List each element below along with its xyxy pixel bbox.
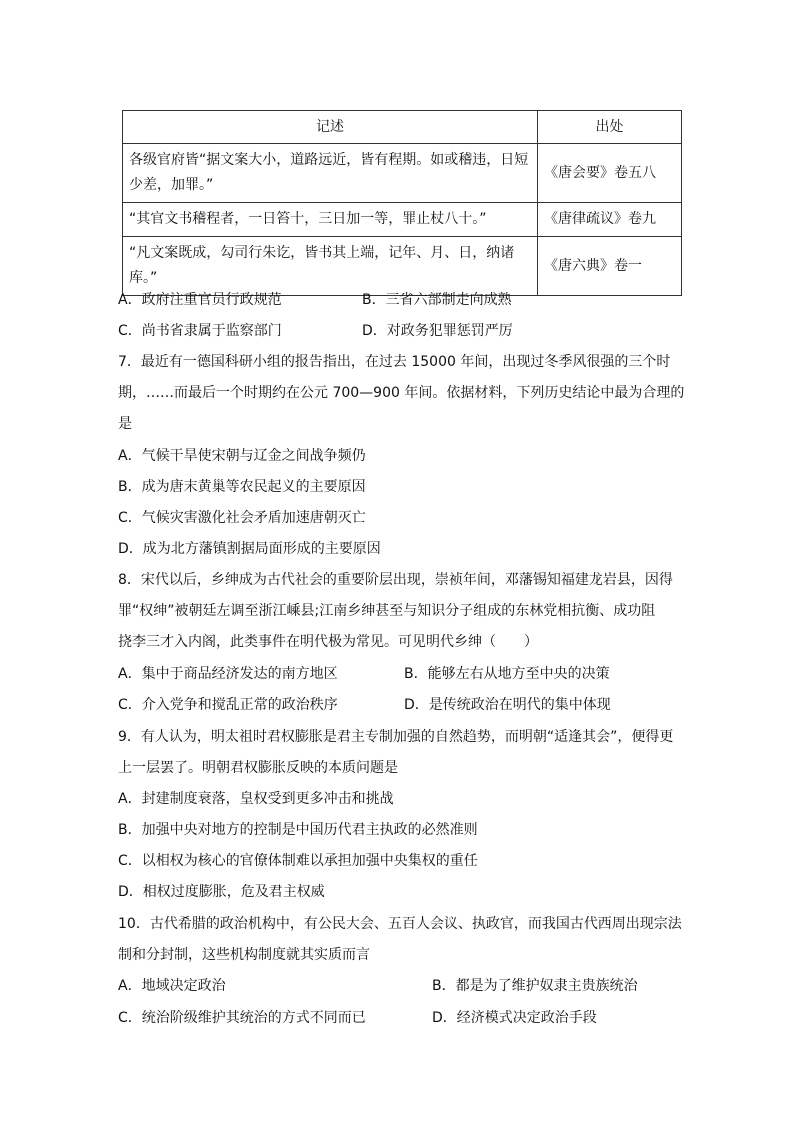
q8-option-b: B．能够左右从地方至中央的决策: [404, 666, 610, 682]
q10-option-b: B．都是为了维护奴隶主贵族统治: [432, 978, 638, 994]
q7-option-b: B．成为唐末黄巢等农民起义的主要原因: [118, 479, 366, 495]
header-record: 记述: [123, 111, 538, 144]
q7-stem-line: 是: [118, 416, 132, 432]
q9-option-b: B．加强中央对地方的控制是中国历代君主执政的必然准则: [118, 822, 478, 838]
q9-stem-line: 上一层罢了。明朝君权膨胀反映的本质问题是: [118, 760, 398, 776]
q8-stem-line: 8．宋代以后，乡绅成为古代社会的重要阶层出现，崇祯年间，邓藩锡知福建龙岩县，因得: [118, 572, 673, 588]
q8-stem-line: 挠李三才入内阁，此类事件在明代极为常见。可见明代乡绅（ ）: [118, 634, 538, 650]
q8-option-c: C．介入党争和搅乱正常的政治秩序: [118, 697, 338, 713]
record-cell: “凡文案既成，勾司行朱讫，皆书其上端，记年、月、日，纳诸库。”: [123, 237, 538, 296]
record-cell: 各级官府皆“据文案大小，道路远近，皆有程期。如或稽违，日短少差，加罪。”: [123, 144, 538, 203]
table-row: [123, 144, 682, 203]
table-row: [123, 237, 682, 296]
source-table: [122, 110, 682, 296]
q6-option-b: B．三省六部制走向成熟: [362, 292, 512, 308]
q6-option-c: C．尚书省隶属于监察部门: [118, 323, 282, 339]
record-cell: “其官文书稽程者，一日笞十，三日加一等，罪止杖八十。”: [123, 203, 538, 237]
source-cell: 《唐六典》卷一: [538, 237, 682, 296]
q10-stem-line: 制和分封制，这些机构制度就其实质而言: [118, 947, 370, 963]
source-cell: 《唐律疏议》卷九: [538, 203, 682, 237]
q8-option-a: A．集中于商品经济发达的南方地区: [118, 666, 338, 682]
header-source: 出处: [538, 111, 682, 144]
q9-option-c: C．以相权为核心的官僚体制难以承担加强中央集权的重任: [118, 853, 478, 869]
q7-stem-line: 期，……而最后一个时期约在公元 700—900 年间。依据材料，下列历史结论中最为合理的: [118, 385, 685, 401]
q7-option-c: C．气候灾害激化社会矛盾加速唐朝灭亡: [118, 510, 366, 526]
q9-option-a: A．封建制度衰落，皇权受到更多冲击和挑战: [118, 791, 394, 807]
q8-stem-line: 罪“权绅”被朝廷左调至浙江嵊县;江南乡绅甚至与知识分子组成的东林党相抗衡、成功阻: [118, 603, 656, 619]
q10-stem-line: 10．古代希腊的政治机构中，有公民大会、五百人会议、执政官，而我国古代西周出现宗法: [118, 916, 682, 932]
q8-option-d: D．是传统政治在明代的集中体现: [404, 697, 611, 713]
q10-option-c: C．统治阶级维护其统治的方式不同而已: [118, 1010, 366, 1026]
q9-option-d: D．相权过度膨胀，危及君主权威: [118, 884, 325, 900]
source-cell: 《唐会要》卷五八: [538, 144, 682, 203]
table-row: [123, 203, 682, 237]
q6-option-a: A．政府注重官员行政规范: [118, 292, 282, 308]
q7-stem-line: 7．最近有一德国科研小组的报告指出，在过去 15000 年间，出现过冬季风很强的三个时: [118, 354, 671, 370]
q7-option-d: D．成为北方藩镇割据局面形成的主要原因: [118, 541, 381, 557]
q10-option-a: A．地域决定政治: [118, 978, 226, 994]
q10-option-d: D．经济模式决定政治手段: [432, 1010, 597, 1026]
q7-option-a: A．气候干旱使宋朝与辽金之间战争频仍: [118, 448, 366, 464]
q6-option-d: D．对政务犯罪惩罚严厉: [362, 323, 513, 339]
q9-stem-line: 9．有人认为，明太祖时君权膨胀是君主专制加强的自然趋势，而明朝“适逢其会”，便得更: [118, 729, 674, 745]
table-header-row: [123, 111, 682, 144]
